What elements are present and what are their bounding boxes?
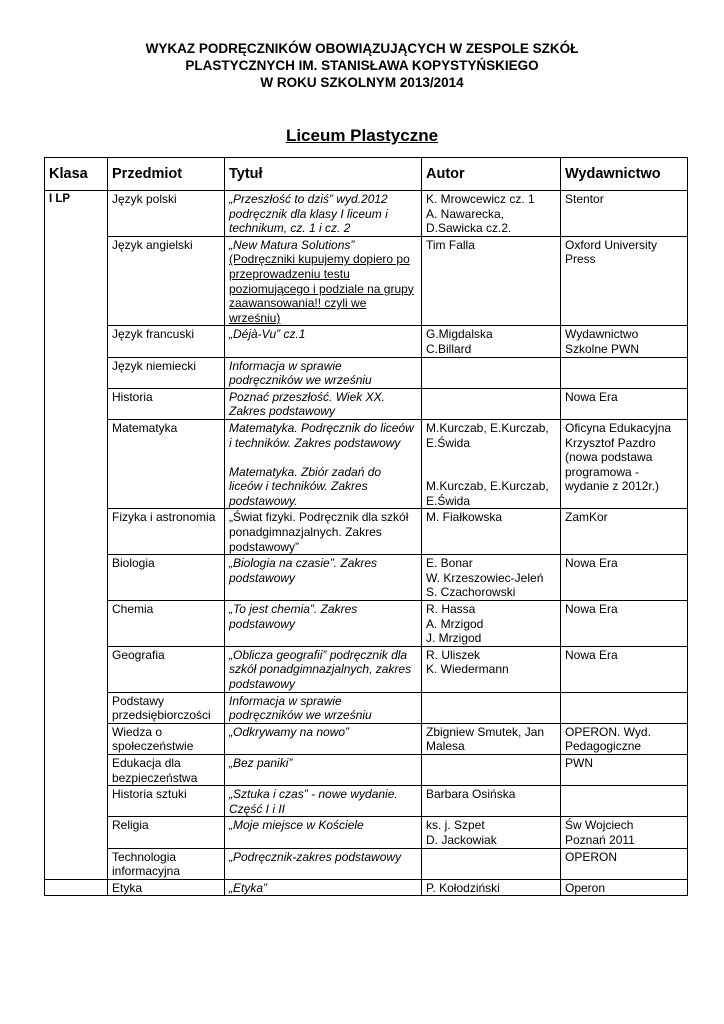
author-cell: R. Hassa A. Mrzigod J. Mrzigod	[422, 601, 561, 647]
title-cell: „Świat fizyki. Podręcznik dla szkół ponadgimnazjalnych. Zakres podstawowy”	[225, 509, 422, 555]
title-cell: Informacja w sprawie podręczników we wrześniu	[225, 357, 422, 388]
subject-cell: Język angielski	[108, 236, 225, 326]
table-row	[45, 786, 688, 817]
publisher-cell: Oxford University Press	[561, 236, 688, 326]
title-cell: Informacja w sprawie podręczników we wrześniu	[225, 692, 422, 723]
table-header-row	[45, 158, 688, 191]
subject-cell: Etyka	[108, 879, 225, 896]
author-cell	[422, 357, 561, 388]
author-cell: M.Kurczab, E.Kurczab, E.Świda M.Kurczab, E.Kurczab, E.Świda	[422, 419, 561, 509]
column-header-autor: Autor	[422, 158, 561, 191]
title-cell: „Moje miejsce w Kościele	[225, 817, 422, 848]
publisher-cell: Nowa Era	[561, 555, 688, 601]
class-cell: I LP	[45, 191, 108, 880]
author-cell: Tim Falla	[422, 236, 561, 326]
subject-cell: Technologia informacyjna	[108, 848, 225, 879]
subject-cell: Geografia	[108, 646, 225, 692]
title-cell: „Biologia na czasie”. Zakres podstawowy	[225, 555, 422, 601]
author-cell: P. Kołodziński	[422, 879, 561, 896]
author-cell: K. Mrowcewicz cz. 1 A. Nawarecka, D.Sawicka cz.2.	[422, 191, 561, 237]
table-row	[45, 723, 688, 754]
document-header	[0, 40, 724, 91]
class-cell-empty	[45, 879, 108, 896]
table-row	[45, 555, 688, 601]
publisher-cell: Nowa Era	[561, 601, 688, 647]
publisher-cell	[561, 692, 688, 723]
subject-cell: Religia	[108, 817, 225, 848]
title-cell	[225, 236, 422, 326]
title-cell: „Odkrywamy na nowo”	[225, 723, 422, 754]
subject-cell: Matematyka	[108, 419, 225, 509]
table-row	[45, 236, 688, 326]
table-row	[45, 817, 688, 848]
section-title: Liceum Plastyczne	[285, 126, 439, 145]
table-row	[45, 191, 688, 237]
table-row	[45, 509, 688, 555]
publisher-cell: Wydawnictwo Szkolne PWN	[561, 326, 688, 357]
textbook-table	[44, 157, 688, 896]
title-cell: „Przeszłość to dziś” wyd.2012 podręcznik dla klasy I liceum i technikum, cz. 1 i cz. 2	[225, 191, 422, 237]
table-row	[45, 601, 688, 647]
author-cell: ks. j. Szpet D. Jackowiak	[422, 817, 561, 848]
subject-cell: Fizyka i astronomia	[108, 509, 225, 555]
column-header-wydawnictwo: Wydawnictwo	[561, 158, 688, 191]
subject-cell: Język francuski	[108, 326, 225, 357]
publisher-cell: Operon	[561, 879, 688, 896]
author-cell	[422, 848, 561, 879]
table-row	[45, 646, 688, 692]
publisher-cell	[561, 786, 688, 817]
title-cell: „Sztuka i czas” - nowe wydanie. Część I i II	[225, 786, 422, 817]
author-cell: R. Uliszek K. Wiedermann	[422, 646, 561, 692]
title-cell: „To jest chemia”. Zakres podstawowy	[225, 601, 422, 647]
column-header-przedmiot: Przedmiot	[108, 158, 225, 191]
title-cell: Poznać przeszłość. Wiek XX. Zakres podstawowy	[225, 388, 422, 419]
title-cell: „Oblicza geografii” podręcznik dla szkół ponadgimnazjalnych, zakres podstawowy	[225, 646, 422, 692]
subject-cell: Biologia	[108, 555, 225, 601]
author-cell: E. Bonar W. Krzeszowiec-Jeleń S. Czachorowski	[422, 555, 561, 601]
title-cell: „Etyka”	[225, 879, 422, 896]
subject-cell: Język niemiecki	[108, 357, 225, 388]
title-cell: „Déjà-Vu” cz.1	[225, 326, 422, 357]
author-cell	[422, 754, 561, 785]
table-row	[45, 848, 688, 879]
table-row	[45, 388, 688, 419]
publisher-cell: Św Wojciech Poznań 2011	[561, 817, 688, 848]
table-row	[45, 879, 688, 896]
author-cell: M. Fiałkowska	[422, 509, 561, 555]
publisher-cell: PWN	[561, 754, 688, 785]
author-cell: Barbara Osińska	[422, 786, 561, 817]
subject-cell: Język polski	[108, 191, 225, 237]
title-cell: „Podręcznik-zakres podstawowy	[225, 848, 422, 879]
subject-cell: Wiedza o społeczeństwie	[108, 723, 225, 754]
subject-cell: Chemia	[108, 601, 225, 647]
header-line-1: WYKAZ PODRĘCZNIKÓW OBOWIĄZUJĄCYCH W ZESPOLE SZKÓŁ	[145, 41, 579, 56]
table-row	[45, 692, 688, 723]
author-cell: G.Migdalska C.Billard	[422, 326, 561, 357]
title-cell: „Bez paniki”	[225, 754, 422, 785]
title-text: „New Matura Solutions”	[229, 237, 355, 252]
subject-cell: Historia sztuki	[108, 786, 225, 817]
subject-cell: Historia	[108, 388, 225, 419]
publisher-cell: Stentor	[561, 191, 688, 237]
publisher-cell: ZamKor	[561, 509, 688, 555]
table-row	[45, 754, 688, 785]
publisher-cell: OPERON	[561, 848, 688, 879]
publisher-cell: OPERON. Wyd. Pedagogiczne	[561, 723, 688, 754]
author-cell	[422, 388, 561, 419]
author-cell: Zbigniew Smutek, Jan Malesa	[422, 723, 561, 754]
table-row	[45, 357, 688, 388]
table-row	[45, 419, 688, 509]
header-line-3: W ROKU SZKOLNYM 2013/2014	[260, 75, 464, 90]
column-header-klasa: Klasa	[45, 158, 108, 191]
table-row	[45, 326, 688, 357]
author-cell	[422, 692, 561, 723]
publisher-cell: Oficyna Edukacyjna Krzysztof Pazdro (nowa podstawa programowa - wydanie z 2012r.)	[561, 419, 688, 509]
publisher-cell: Nowa Era	[561, 646, 688, 692]
subject-cell: Podstawy przedsiębiorczości	[108, 692, 225, 723]
header-line-2: PLASTYCZNYCH IM. STANISŁAWA KOPYSTYŃSKIEGO	[185, 58, 539, 73]
column-header-tytul: Tytuł	[225, 158, 422, 191]
publisher-cell: Nowa Era	[561, 388, 688, 419]
subject-cell: Edukacja dla bezpieczeństwa	[108, 754, 225, 785]
title-note: (Podręczniki kupujemy dopiero po przeprowadzeniu testu poziomującego i podziale na grupy zaawansowania!! czyli we wrześniu)	[229, 252, 414, 325]
publisher-cell	[561, 357, 688, 388]
title-cell: Matematyka. Podręcznik do liceów i techników. Zakres podstawowy Matematyka. Zbiór zadań do liceów i techników. Zakres podstawowy.	[225, 419, 422, 509]
